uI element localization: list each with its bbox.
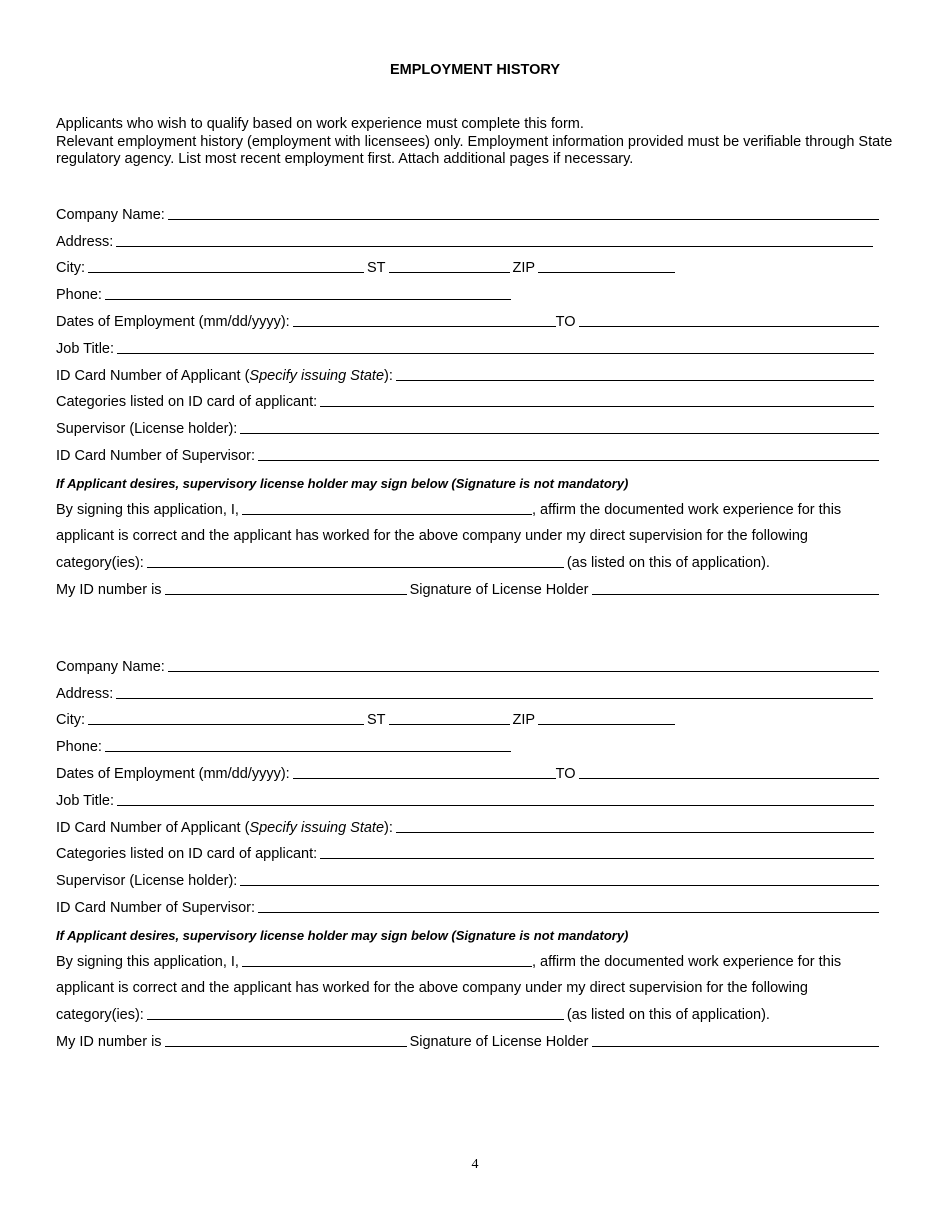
- company-name-label: Company Name:: [56, 206, 165, 223]
- categories-label: Categories listed on ID card of applicant:: [56, 846, 318, 863]
- zip-label: ZIP: [512, 712, 536, 729]
- supervisor-field[interactable]: [240, 884, 879, 886]
- signature-label: Signature of License Holder: [409, 581, 589, 598]
- my-id-label: My ID number is: [56, 581, 162, 598]
- address-row: [56, 226, 882, 253]
- city-label: City:: [56, 260, 85, 277]
- page-title: EMPLOYMENT HISTORY: [390, 62, 560, 78]
- zip-field[interactable]: [538, 723, 675, 725]
- job-title-label: Job Title:: [56, 792, 115, 809]
- categories-label: Categories listed on ID card of applicant:: [56, 394, 318, 411]
- instructions-line-2: Relevant employment history (employment with licensees) only. Employment information provided must be verifiable through State regulatory agency. List most recent employment first. Attach additional pages if necessary.: [56, 133, 893, 167]
- company-name-row: [56, 199, 882, 226]
- company-name-field[interactable]: [168, 670, 879, 672]
- dates-row: [56, 758, 882, 785]
- phone-label: Phone:: [56, 287, 102, 304]
- supervisor-id-label: ID Card Number of Supervisor:: [56, 899, 256, 916]
- job-title-row: [56, 333, 882, 360]
- as-listed-text: (as listed on this of application).: [566, 1007, 770, 1024]
- employment-entry-2: [56, 651, 882, 1053]
- by-signing-row: [56, 946, 882, 973]
- supervisor-row: [56, 413, 882, 440]
- phone-label: Phone:: [56, 739, 102, 756]
- company-name-field[interactable]: [168, 218, 879, 220]
- signature-field[interactable]: [592, 593, 879, 595]
- dates-label: Dates of Employment (mm/dd/yyyy):: [56, 765, 290, 782]
- signer-name-field[interactable]: [242, 513, 532, 515]
- job-title-field[interactable]: [117, 352, 874, 354]
- id-signature-row: [56, 574, 882, 601]
- applicant-id-label: ID Card Number of Applicant (Specify issuing State):: [56, 367, 393, 384]
- city-row: [56, 705, 882, 732]
- company-name-row: [56, 651, 882, 678]
- supervisor-field[interactable]: [240, 432, 879, 434]
- signature-field[interactable]: [592, 1045, 879, 1047]
- zip-field[interactable]: [538, 271, 675, 273]
- categories-ies-field[interactable]: [147, 566, 564, 568]
- supervisor-id-row: [56, 440, 882, 467]
- date-to-field[interactable]: [579, 325, 879, 327]
- supervisor-row: [56, 865, 882, 892]
- phone-row: [56, 731, 882, 758]
- applicant-correct-text: applicant is correct and the applicant has worked for the above company under my direct supervision for the following: [56, 528, 808, 545]
- supervisor-id-field[interactable]: [258, 911, 879, 913]
- job-title-label: Job Title:: [56, 340, 115, 357]
- categories-ies-field[interactable]: [147, 1018, 564, 1020]
- job-title-row: [56, 785, 882, 812]
- signature-note: If Applicant desires, supervisory license holder may sign below (Signature is not mandatory): [56, 475, 629, 491]
- state-label: ST: [367, 712, 386, 729]
- categories-field[interactable]: [320, 857, 874, 859]
- supervisor-label: Supervisor (License holder):: [56, 873, 238, 890]
- categories-ies-row: [56, 547, 882, 574]
- categories-ies-label: category(ies):: [56, 555, 144, 572]
- address-row: [56, 678, 882, 705]
- date-from-field[interactable]: [293, 325, 556, 327]
- affirm-text: , affirm the documented work experience for this: [531, 953, 842, 970]
- job-title-field[interactable]: [117, 804, 874, 806]
- by-signing-row: [56, 494, 882, 521]
- categories-row: [56, 387, 882, 414]
- affirm-text: , affirm the documented work experience for this: [531, 501, 842, 518]
- phone-field[interactable]: [105, 298, 511, 300]
- phone-row: [56, 279, 882, 306]
- phone-field[interactable]: [105, 750, 511, 752]
- my-id-field[interactable]: [165, 1045, 407, 1047]
- applicant-correct-text: applicant is correct and the applicant has worked for the above company under my direct supervision for the following: [56, 980, 808, 997]
- categories-ies-row: [56, 999, 882, 1026]
- address-field[interactable]: [116, 697, 873, 699]
- signer-name-field[interactable]: [242, 965, 532, 967]
- my-id-field[interactable]: [165, 593, 407, 595]
- employment-entry-1: [56, 199, 882, 601]
- address-label: Address:: [56, 233, 114, 250]
- supervisor-id-label: ID Card Number of Supervisor:: [56, 447, 256, 464]
- state-field[interactable]: [389, 271, 510, 273]
- my-id-label: My ID number is: [56, 1033, 162, 1050]
- city-field[interactable]: [88, 723, 364, 725]
- applicant-id-field[interactable]: [396, 831, 874, 833]
- supervisor-label: Supervisor (License holder):: [56, 421, 238, 438]
- dates-label: Dates of Employment (mm/dd/yyyy):: [56, 313, 290, 330]
- date-from-field[interactable]: [293, 777, 556, 779]
- categories-row: [56, 839, 882, 866]
- categories-ies-label: category(ies):: [56, 1007, 144, 1024]
- supervisor-id-field[interactable]: [258, 459, 879, 461]
- city-field[interactable]: [88, 271, 364, 273]
- by-signing-label: By signing this application, I,: [56, 501, 239, 518]
- applicant-id-row: [56, 360, 882, 387]
- instructions: [56, 116, 896, 169]
- zip-label: ZIP: [512, 260, 536, 277]
- state-label: ST: [367, 260, 386, 277]
- applicant-id-field[interactable]: [396, 379, 874, 381]
- applicant-id-label: ID Card Number of Applicant (Specify issuing State):: [56, 819, 393, 836]
- applicant-correct-row: [56, 973, 882, 1000]
- to-label: TO: [555, 313, 576, 330]
- address-label: Address:: [56, 685, 114, 702]
- date-to-field[interactable]: [579, 777, 879, 779]
- supervisor-id-row: [56, 892, 882, 919]
- categories-field[interactable]: [320, 405, 874, 407]
- as-listed-text: (as listed on this of application).: [566, 555, 770, 572]
- applicant-correct-row: [56, 521, 882, 548]
- address-field[interactable]: [116, 245, 873, 247]
- page-number: 4: [471, 1157, 479, 1172]
- city-row: [56, 253, 882, 280]
- id-signature-row: [56, 1026, 882, 1053]
- state-field[interactable]: [389, 723, 510, 725]
- company-name-label: Company Name:: [56, 658, 165, 675]
- applicant-id-row: [56, 812, 882, 839]
- signature-note: If Applicant desires, supervisory license holder may sign below (Signature is not mandatory): [56, 927, 629, 943]
- to-label: TO: [555, 765, 576, 782]
- signature-label: Signature of License Holder: [409, 1033, 589, 1050]
- instructions-line-1: Applicants who wish to qualify based on work experience must complete this form.: [56, 116, 584, 132]
- city-label: City:: [56, 712, 85, 729]
- by-signing-label: By signing this application, I,: [56, 953, 239, 970]
- dates-row: [56, 306, 882, 333]
